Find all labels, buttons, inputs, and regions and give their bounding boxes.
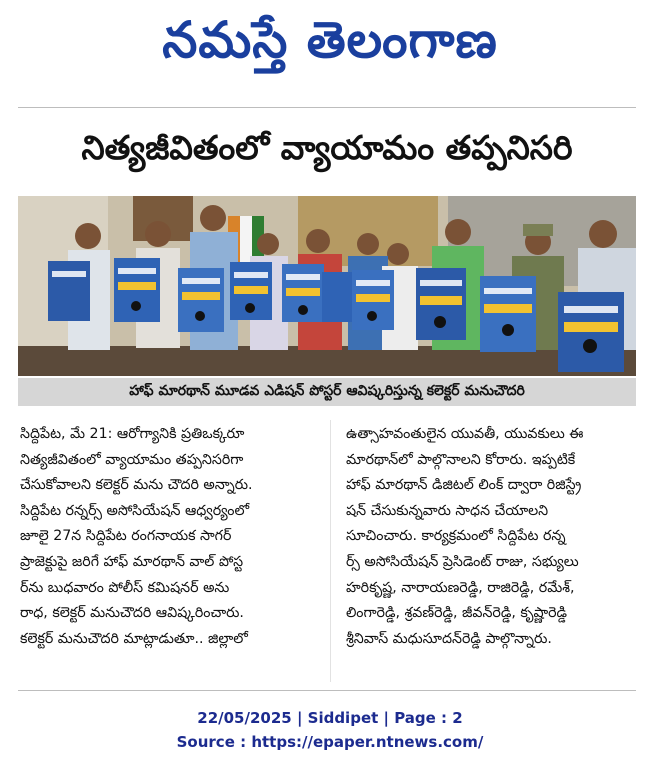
article-photo (18, 196, 636, 376)
article-column-left (20, 422, 316, 652)
article-line: ప్రాజెక్టుపై జరిగే హాఫ్ మారథాన్ వాల్ పోస్ట (20, 553, 244, 570)
masthead-title: నమస్తే తెలంగాణ (162, 10, 498, 69)
article-line: హరికృష్ణ, నారాయణరెడ్డి, రాజిరెడ్డి, రమేశ్, (346, 579, 575, 596)
article-line: రాధ, కలెక్టర్ మనుచౌదరి ఆవిష్కరించారు. (20, 605, 244, 622)
article-line: షన్ చేసుకున్నవారు సాధన చేయాలని (346, 502, 549, 519)
article-line: ర్‌ను బుధవారం పోలీస్ కమిషనర్ అను (20, 579, 230, 596)
masthead (0, 0, 660, 92)
article-line: సిద్దిపేట రన్నర్స్ అసోసియేషన్ ఆధ్వర్యంలో (20, 502, 250, 519)
footer-source-link[interactable]: Source : https://epaper.ntnews.com/ (176, 733, 484, 751)
article-line: కలెక్టర్ మనుచౌదరి మాట్లాడుతూ.. జిల్లాలో (20, 630, 248, 647)
masthead-divider (18, 107, 636, 108)
article-line: సూచించారు. కార్యక్రమంలో సిద్దిపేట రన్న (346, 528, 566, 545)
article-line: నిత్యజీవితంలో వ్యాయామం తప్పనిసరిగా (20, 451, 244, 468)
photo-caption: హాఫ్ మారథాన్ మూడవ ఎడిషన్ పోస్టర్ ఆవిష్కరిస్తున్న కలెక్టర్ మనుచౌదరి (129, 382, 525, 399)
article-line: మారథాన్‌లో పాల్గొనాలని కోరారు. ఇప్పటికే (346, 451, 576, 468)
article-column-right (346, 422, 642, 652)
article-line: హాఫ్ మారథాన్ డిజిటల్ లింక్ ద్వారా రిజిస్ట్రే (346, 477, 582, 494)
article-line: జూలై 27న సిద్దిపేట రంగనాయక సాగర్ (20, 528, 232, 545)
article-headline: నిత్యజీవితంలో వ్యాయామం తప్పనిసరి (81, 128, 573, 167)
article-line: చేసుకోవాలని కలెక్టర్ మను చౌదరి అన్నారు. (20, 477, 253, 494)
article-line: ర్స్ అసోసియేషన్ ప్రెసిడెంట్ రాజు, సభ్యులు (346, 553, 579, 570)
article-line: శ్రీనివాస్ మధుసూదన్‌రెడ్డి పాల్గొన్నారు. (346, 630, 552, 647)
article-line: ఉత్సాహవంతులైన యువతీ, యువకులు ఈ (346, 426, 584, 442)
footer-dateline: 22/05/2025 | Siddipet | Page : 2 (197, 709, 463, 727)
article-line: సిద్దిపేట, మే 21: ఆరోగ్యానికి ప్రతిఒక్కరూ (20, 426, 245, 442)
column-divider (330, 420, 331, 682)
article-line: లింగారెడ్డి, శ్రవణ్‌రెడ్డి, జీవన్‌రెడ్డి, కృష్ణారెడ్డి (346, 605, 567, 622)
photo-caption-bar (18, 378, 636, 406)
footer-divider (18, 690, 636, 691)
